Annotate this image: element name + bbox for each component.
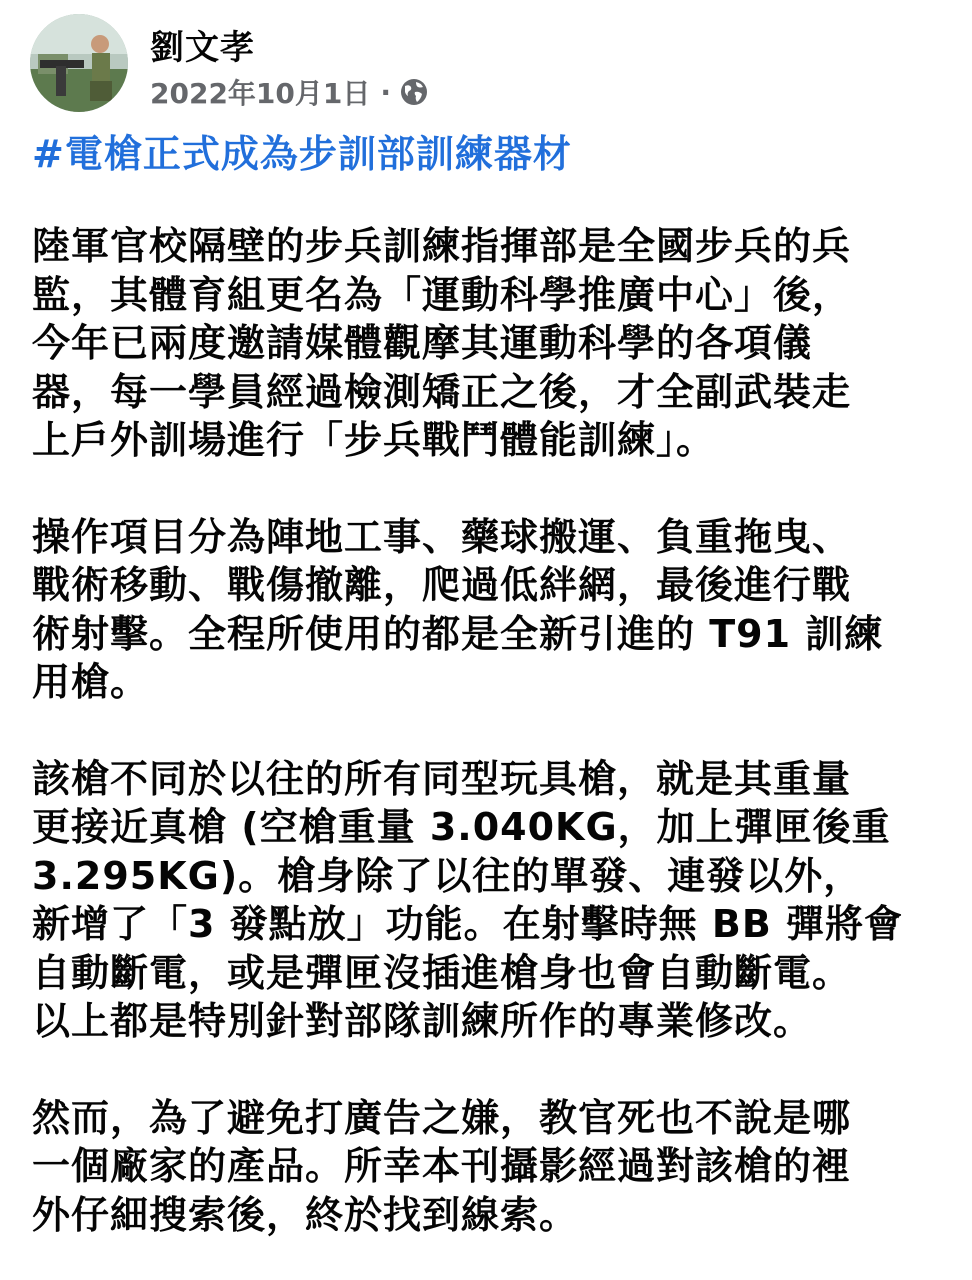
- post-paragraph: 然而，為了避免打廣告之嫌，教官死也不說是哪 一個廠家的產品。所幸本刊攝影經過對該槍的裡 外仔細搜索後，終於找到線索。: [32, 1095, 852, 1237]
- avatar[interactable]: [30, 14, 128, 112]
- post-paragraph: 該槍不同於以往的所有同型玩具槍，就是其重量 更接近真槍 (空槍重量 3.040KG，加上彈匣後重 3.295KG)。槍身除了以往的單發、連發以外， 新增了「3 發點放」功能。在射擊時無 BB 彈將會 自動斷電，或是彈匣沒插進槍身也會自動斷電。 以上都是特別針對部隊訓練所作的專業修改。: [32, 756, 904, 1043]
- meta-separator: ·: [380, 75, 392, 109]
- post-meta: [150, 74, 429, 110]
- globe-icon[interactable]: [399, 77, 429, 107]
- post-date[interactable]: 2022年10月1日: [150, 77, 371, 110]
- avatar-photo: [30, 14, 128, 112]
- author-name[interactable]: 劉文孝: [150, 28, 255, 68]
- post-body: [32, 128, 932, 1239]
- post-header: [30, 14, 942, 114]
- hashtag-link[interactable]: #電槍正式成為步訓部訓練器材: [32, 132, 572, 176]
- post-paragraph: 操作項目分為陣地工事、藥球搬運、負重拖曳、 戰術移動、戰傷撤離，爬過低絆網，最後進行戰 術射擊。全程所使用的都是全新引進的 T91 訓練 用槍。: [32, 514, 884, 704]
- post-paragraph: 陸軍官校隔壁的步兵訓練指揮部是全國步兵的兵 監，其體育組更名為「運動科學推廣中心」後， 今年已兩度邀請媒體觀摩其運動科學的各項儀 器，每一學員經過檢測矯正之後，才全副武裝走 上戶外訓場進行「步兵戰鬥體能訓練」。: [32, 224, 852, 462]
